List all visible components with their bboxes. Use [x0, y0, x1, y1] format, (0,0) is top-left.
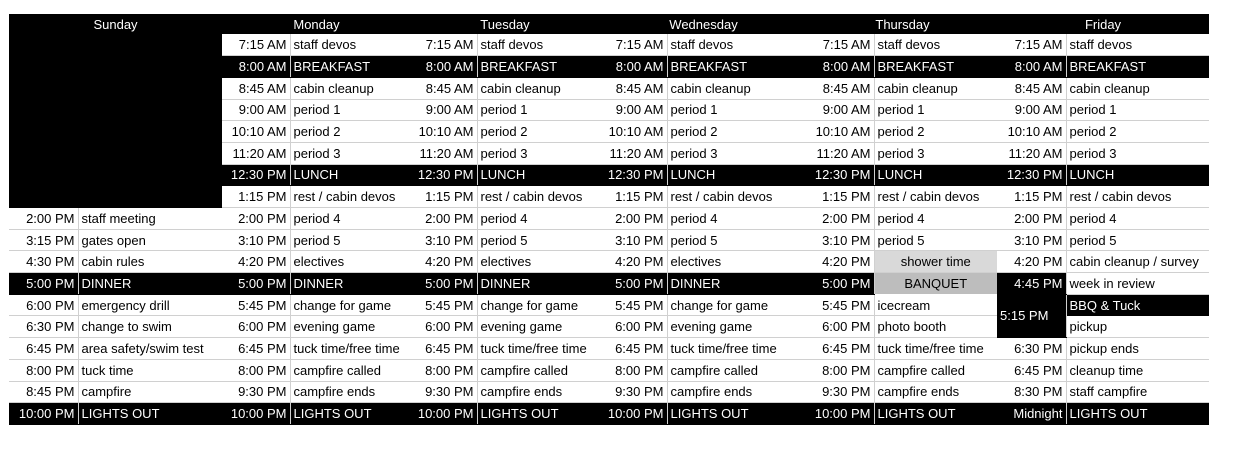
activity-cell: electives	[290, 251, 411, 273]
activity-cell: period 3	[290, 142, 411, 164]
time-cell: 9:00 AM	[222, 99, 290, 121]
time-cell: 8:00 AM	[222, 56, 290, 78]
activity-cell: cabin cleanup	[477, 77, 599, 99]
time-cell: 8:00 PM	[9, 359, 78, 381]
table-row	[9, 403, 1209, 425]
time-cell: 8:45 AM	[411, 77, 477, 99]
activity-cell: LUNCH	[667, 164, 808, 186]
time-cell: 3:10 PM	[411, 229, 477, 251]
time-cell: 9:30 PM	[808, 381, 874, 403]
activity-cell: BBQ & Tuck	[1066, 294, 1209, 316]
time-cell: 10:10 AM	[222, 121, 290, 143]
activity-cell: staff devos	[667, 34, 808, 56]
time-cell: 8:45 PM	[9, 381, 78, 403]
time-cell: 5:00 PM	[599, 273, 667, 295]
activity-cell: campfire called	[477, 359, 599, 381]
activity-cell: period 3	[667, 142, 808, 164]
day-header-friday: Friday	[997, 14, 1209, 34]
time-cell: 10:00 PM	[599, 403, 667, 425]
time-cell: 10:00 PM	[808, 403, 874, 425]
activity-cell: DINNER	[477, 273, 599, 295]
time-cell: 8:45 AM	[599, 77, 667, 99]
time-cell: 4:45 PM	[997, 273, 1066, 295]
schedule-body	[9, 34, 1209, 424]
activity-cell: period 5	[1066, 229, 1209, 251]
time-cell: 6:45 PM	[808, 338, 874, 360]
time-cell: 7:15 AM	[997, 34, 1066, 56]
time-cell: 3:10 PM	[222, 229, 290, 251]
time-cell: 8:45 AM	[222, 77, 290, 99]
time-cell: 6:00 PM	[9, 294, 78, 316]
activity-cell: BREAKFAST	[477, 56, 599, 78]
time-cell: 4:20 PM	[599, 251, 667, 273]
time-cell: 3:10 PM	[997, 229, 1066, 251]
time-cell: 8:00 AM	[997, 56, 1066, 78]
time-cell: 5:00 PM	[9, 273, 78, 295]
time-cell: 2:00 PM	[222, 208, 290, 230]
table-row	[9, 208, 1209, 230]
time-cell: 11:20 AM	[997, 142, 1066, 164]
table-row	[9, 34, 1209, 56]
activity-cell: period 3	[477, 142, 599, 164]
activity-cell: period 5	[477, 229, 599, 251]
time-cell: 2:00 PM	[997, 208, 1066, 230]
activity-cell: shower time	[874, 251, 997, 273]
activity-cell: period 4	[1066, 208, 1209, 230]
activity-cell: BREAKFAST	[667, 56, 808, 78]
activity-cell: staff devos	[477, 34, 599, 56]
time-cell: 11:20 AM	[599, 142, 667, 164]
time-cell: 4:30 PM	[9, 251, 78, 273]
activity-cell: period 4	[290, 208, 411, 230]
activity-cell: period 3	[1066, 142, 1209, 164]
activity-cell: period 5	[667, 229, 808, 251]
activity-cell: LIGHTS OUT	[477, 403, 599, 425]
activity-cell: BANQUET	[874, 273, 997, 295]
activity-cell: tuck time/free time	[874, 338, 997, 360]
time-cell: 10:10 AM	[599, 121, 667, 143]
activity-cell: DINNER	[667, 273, 808, 295]
time-cell: 9:00 AM	[808, 99, 874, 121]
time-cell: 12:30 PM	[808, 164, 874, 186]
time-cell: 8:00 AM	[599, 56, 667, 78]
time-cell: 8:00 PM	[808, 359, 874, 381]
time-cell: 6:00 PM	[222, 316, 290, 338]
activity-cell: LUNCH	[1066, 164, 1209, 186]
time-cell: 3:10 PM	[808, 229, 874, 251]
activity-cell: gates open	[78, 229, 222, 251]
time-cell: 6:45 PM	[9, 338, 78, 360]
activity-cell: period 1	[874, 99, 997, 121]
day-header-wednesday: Wednesday	[599, 14, 808, 34]
time-cell: 2:00 PM	[808, 208, 874, 230]
activity-cell: BREAKFAST	[874, 56, 997, 78]
activity-cell: period 5	[290, 229, 411, 251]
time-cell: 3:10 PM	[599, 229, 667, 251]
time-cell: Midnight	[997, 403, 1066, 425]
day-header-thursday: Thursday	[808, 14, 997, 34]
activity-cell: LUNCH	[874, 164, 997, 186]
time-cell: 10:00 PM	[411, 403, 477, 425]
schedule-table	[9, 14, 1209, 425]
activity-cell: campfire ends	[477, 381, 599, 403]
time-cell: 1:15 PM	[599, 186, 667, 208]
activity-cell: tuck time/free time	[667, 338, 808, 360]
activity-cell: staff campfire	[1066, 381, 1209, 403]
activity-cell: LIGHTS OUT	[290, 403, 411, 425]
table-row	[9, 273, 1209, 295]
activity-cell: DINNER	[78, 273, 222, 295]
activity-cell: period 1	[477, 99, 599, 121]
activity-cell: period 4	[477, 208, 599, 230]
day-header-sunday: Sunday	[9, 14, 222, 34]
activity-cell: campfire called	[667, 359, 808, 381]
activity-cell: change for game	[477, 294, 599, 316]
activity-cell: staff devos	[1066, 34, 1209, 56]
activity-cell: campfire	[78, 381, 222, 403]
activity-cell: photo booth	[874, 316, 997, 338]
time-cell: 3:15 PM	[9, 229, 78, 251]
time-cell: 11:20 AM	[411, 142, 477, 164]
activity-cell: BREAKFAST	[290, 56, 411, 78]
activity-cell: staff meeting	[78, 208, 222, 230]
time-cell: 4:20 PM	[411, 251, 477, 273]
day-header-monday: Monday	[222, 14, 411, 34]
time-cell: 6:00 PM	[599, 316, 667, 338]
time-cell: 12:30 PM	[599, 164, 667, 186]
activity-cell: period 4	[667, 208, 808, 230]
time-cell: 11:20 AM	[808, 142, 874, 164]
time-cell: 8:30 PM	[997, 381, 1066, 403]
time-cell: 6:45 PM	[599, 338, 667, 360]
activity-cell: BREAKFAST	[1066, 56, 1209, 78]
activity-cell: campfire called	[290, 359, 411, 381]
activity-cell: LIGHTS OUT	[874, 403, 997, 425]
activity-cell: electives	[477, 251, 599, 273]
time-cell: 9:00 AM	[997, 99, 1066, 121]
activity-cell: area safety/swim test	[78, 338, 222, 360]
activity-cell: rest / cabin devos	[667, 186, 808, 208]
time-cell: 6:45 PM	[997, 359, 1066, 381]
activity-cell: rest / cabin devos	[874, 186, 997, 208]
time-cell: 9:00 AM	[599, 99, 667, 121]
day-header-tuesday: Tuesday	[411, 14, 599, 34]
activity-cell: campfire ends	[874, 381, 997, 403]
activity-cell: period 2	[667, 121, 808, 143]
time-cell: 5:45 PM	[411, 294, 477, 316]
activity-cell: pickup	[1066, 316, 1209, 338]
time-cell: 10:00 PM	[222, 403, 290, 425]
time-cell: 2:00 PM	[599, 208, 667, 230]
time-cell: 6:30 PM	[9, 316, 78, 338]
time-cell: 12:30 PM	[411, 164, 477, 186]
time-cell: 5:45 PM	[599, 294, 667, 316]
activity-cell: LIGHTS OUT	[667, 403, 808, 425]
time-cell: 10:10 AM	[997, 121, 1066, 143]
time-cell: 8:00 PM	[411, 359, 477, 381]
time-cell: 12:30 PM	[997, 164, 1066, 186]
time-cell: 1:15 PM	[222, 186, 290, 208]
activity-cell: rest / cabin devos	[290, 186, 411, 208]
activity-cell: staff devos	[874, 34, 997, 56]
time-cell: 10:00 PM	[9, 403, 78, 425]
activity-cell: week in review	[1066, 273, 1209, 295]
activity-cell: period 1	[1066, 99, 1209, 121]
activity-cell: staff devos	[290, 34, 411, 56]
activity-cell: icecream	[874, 294, 997, 316]
time-cell: 5:45 PM	[808, 294, 874, 316]
time-cell: 1:15 PM	[808, 186, 874, 208]
time-cell: 8:00 PM	[599, 359, 667, 381]
time-cell: 6:45 PM	[411, 338, 477, 360]
time-cell: 2:00 PM	[411, 208, 477, 230]
activity-cell: DINNER	[290, 273, 411, 295]
table-row	[9, 251, 1209, 273]
time-cell: 5:15 PM	[997, 294, 1066, 337]
time-cell: 7:15 AM	[222, 34, 290, 56]
activity-cell: LUNCH	[477, 164, 599, 186]
time-cell: 6:00 PM	[808, 316, 874, 338]
activity-cell: cabin cleanup	[667, 77, 808, 99]
time-cell: 10:10 AM	[411, 121, 477, 143]
time-cell: 7:15 AM	[599, 34, 667, 56]
day-header-row	[9, 14, 1209, 34]
activity-cell: tuck time/free time	[477, 338, 599, 360]
activity-cell: change for game	[667, 294, 808, 316]
time-cell: 9:00 AM	[411, 99, 477, 121]
activity-cell: period 1	[290, 99, 411, 121]
time-cell: 10:10 AM	[808, 121, 874, 143]
activity-cell: tuck time	[78, 359, 222, 381]
time-cell: 8:00 PM	[222, 359, 290, 381]
activity-cell: rest / cabin devos	[477, 186, 599, 208]
time-cell: 5:00 PM	[411, 273, 477, 295]
time-cell: 1:15 PM	[997, 186, 1066, 208]
time-cell: 8:00 AM	[411, 56, 477, 78]
time-cell: 7:15 AM	[411, 34, 477, 56]
time-cell: 11:20 AM	[222, 142, 290, 164]
table-row	[9, 359, 1209, 381]
activity-cell: LIGHTS OUT	[78, 403, 222, 425]
activity-cell: period 3	[874, 142, 997, 164]
activity-cell: cabin cleanup	[1066, 77, 1209, 99]
time-cell: 7:15 AM	[808, 34, 874, 56]
time-cell: 8:00 AM	[808, 56, 874, 78]
activity-cell: cabin cleanup / survey	[1066, 251, 1209, 273]
activity-cell: cleanup time	[1066, 359, 1209, 381]
time-cell: 12:30 PM	[222, 164, 290, 186]
activity-cell: change for game	[290, 294, 411, 316]
table-row	[9, 381, 1209, 403]
activity-cell: change to swim	[78, 316, 222, 338]
activity-cell: tuck time/free time	[290, 338, 411, 360]
time-cell: 6:45 PM	[222, 338, 290, 360]
time-cell: 4:20 PM	[808, 251, 874, 273]
activity-cell: period 1	[667, 99, 808, 121]
activity-cell: evening game	[290, 316, 411, 338]
time-cell: 4:20 PM	[222, 251, 290, 273]
activity-cell: cabin cleanup	[290, 77, 411, 99]
time-cell: 9:30 PM	[411, 381, 477, 403]
activity-cell: campfire ends	[290, 381, 411, 403]
sunday-blank-block	[9, 34, 222, 208]
time-cell: 5:00 PM	[808, 273, 874, 295]
activity-cell: period 5	[874, 229, 997, 251]
time-cell: 6:30 PM	[997, 338, 1066, 360]
time-cell: 9:30 PM	[222, 381, 290, 403]
time-cell: 4:20 PM	[997, 251, 1066, 273]
activity-cell: LUNCH	[290, 164, 411, 186]
activity-cell: cabin rules	[78, 251, 222, 273]
table-row	[9, 294, 1209, 316]
activity-cell: cabin cleanup	[874, 77, 997, 99]
activity-cell: evening game	[667, 316, 808, 338]
table-row	[9, 229, 1209, 251]
activity-cell: period 4	[874, 208, 997, 230]
activity-cell: electives	[667, 251, 808, 273]
time-cell: 8:45 AM	[997, 77, 1066, 99]
activity-cell: campfire ends	[667, 381, 808, 403]
activity-cell: LIGHTS OUT	[1066, 403, 1209, 425]
time-cell: 6:00 PM	[411, 316, 477, 338]
activity-cell: period 2	[1066, 121, 1209, 143]
activity-cell: period 2	[290, 121, 411, 143]
activity-cell: evening game	[477, 316, 599, 338]
activity-cell: rest / cabin devos	[1066, 186, 1209, 208]
activity-cell: period 2	[477, 121, 599, 143]
activity-cell: pickup ends	[1066, 338, 1209, 360]
time-cell: 5:00 PM	[222, 273, 290, 295]
time-cell: 8:45 AM	[808, 77, 874, 99]
activity-cell: period 2	[874, 121, 997, 143]
time-cell: 1:15 PM	[411, 186, 477, 208]
activity-cell: emergency drill	[78, 294, 222, 316]
time-cell: 5:45 PM	[222, 294, 290, 316]
table-row	[9, 338, 1209, 360]
activity-cell: campfire called	[874, 359, 997, 381]
time-cell: 2:00 PM	[9, 208, 78, 230]
time-cell: 9:30 PM	[599, 381, 667, 403]
